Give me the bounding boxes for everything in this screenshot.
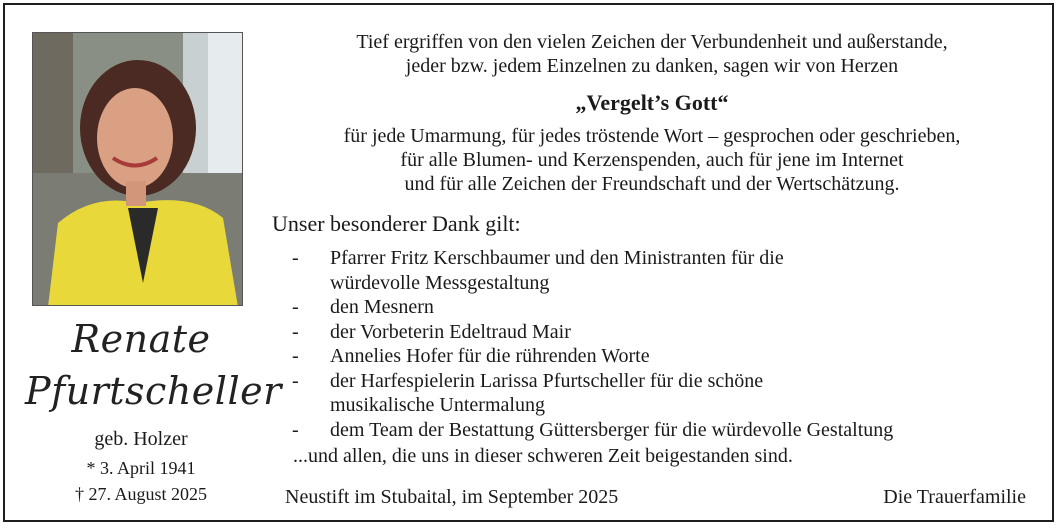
reason-line: und für alle Zeichen der Freundschaft und der Wertschätzung. — [404, 173, 900, 195]
list-dash: - — [292, 369, 299, 392]
closing-line: ...und allen, die uns in dieser schweren Zeit beigestanden sind. — [293, 445, 793, 467]
list-item — [292, 418, 1020, 443]
intro-line: jeder bzw. jedem Einzelnen zu danken, sagen wir von Herzen — [405, 55, 899, 77]
death-date: † 27. August 2025 — [74, 484, 207, 504]
list-item — [292, 344, 1020, 369]
list-dash: - — [292, 320, 299, 343]
intro-text — [267, 30, 1037, 78]
list-item-text: Annelies Hofer für die rührenden Worte — [330, 345, 650, 367]
place-date: Neustift im Stubaital, im September 2025 — [285, 486, 619, 508]
reason-line: für jede Umarmung, für jedes tröstende Wort – gesprochen oder geschrieben, — [343, 125, 961, 147]
first-name: Renate — [71, 317, 211, 361]
maiden-name: geb. Holzer — [94, 428, 188, 450]
reasons-text — [267, 124, 1037, 196]
signature: Die Trauerfamilie — [883, 486, 1026, 508]
portrait-photo — [32, 32, 243, 306]
list-dash: - — [292, 418, 299, 441]
list-item-text: den Mesnern — [330, 296, 434, 318]
last-name: Pfurtscheller — [25, 369, 282, 413]
obituary-card — [3, 3, 1054, 522]
list-item-text: würdevolle Messgestaltung — [330, 271, 550, 294]
reason-line: für alle Blumen- und Kerzenspenden, auch für jene im Internet — [400, 149, 904, 171]
list-item — [292, 295, 1020, 320]
list-dash: - — [292, 296, 299, 318]
list-item-text: musikalische Untermalung — [330, 394, 545, 416]
list-item-text: dem Team der Bestattung Güttersberger für die würdevolle Gestaltung — [330, 418, 894, 441]
list-item — [292, 246, 1020, 295]
list-item-text: Pfarrer Fritz Kerschbaumer und den Ministranten für die — [330, 247, 784, 269]
list-item — [292, 320, 1020, 345]
list-item-text: der Harfespielerin Larissa Pfurtscheller für die schöne — [330, 369, 764, 392]
thanks-list — [292, 246, 1020, 442]
intro-line: Tief ergriffen von den vielen Zeichen der Verbundenheit und außerstande, — [356, 31, 948, 53]
birth-date: * 3. April 1941 — [86, 458, 196, 478]
list-item — [292, 369, 1020, 418]
thanks-heading: Unser besonderer Dank gilt: — [272, 211, 521, 236]
list-item-text: der Vorbeterin Edeltraud Mair — [330, 320, 571, 343]
list-dash: - — [292, 247, 299, 269]
headline: „Vergelt’s Gott“ — [575, 90, 729, 115]
list-dash: - — [292, 345, 299, 367]
